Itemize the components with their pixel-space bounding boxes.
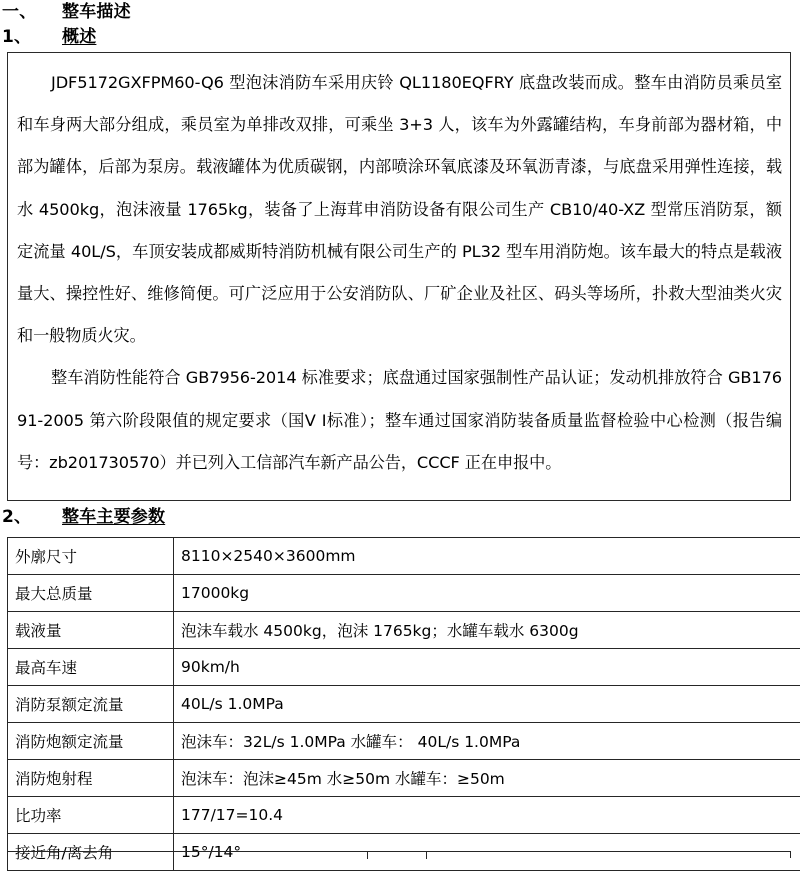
- overview-paragraph-1: JDF5172GXFPM60-Q6 型泡沫消防车采用庆铃 QL1180EQFRY 底盘改装而成。整车由消防员乘员室和车身两大部分组成，乘员室为单排改双排，可乘坐 3+3 人，该车为外露罐结构，车身前部为器材箱，中部为罐体，后部为泵房。载液罐体为优质碳钢，内部喷涂环氧底漆及环氧沥青漆，与底盘采用弹性连接，载水 4500kg，泡沫液量 1765kg，装备了上海茸申消防设备有限公司生产 CB10/40-XZ 型常压消防泵，额定流量 40L/S，车顶安装成都威斯特消防机械有限公司生产的 PL32 型车用消防炮。该车最大的特点是载液量大、操控性好、维修简便。可广泛应用于公安消防队、厂矿企业及社区、码头等场所，扑救大型油类火灾和一般物质火灾。: [17, 62, 782, 357]
- parameters-heading-text: 整车主要参数: [62, 505, 165, 530]
- parameters-table-body: [8, 538, 800, 871]
- table-row: [8, 760, 800, 797]
- parameter-label: 消防泵额定流量: [8, 686, 174, 723]
- parameter-label: 最高车速: [8, 649, 174, 686]
- parameters-heading-number: 2、: [0, 505, 62, 530]
- parameter-value: 泡沫车：32L/s 1.0MPa 水罐车： 40L/s 1.0MPa: [174, 723, 800, 760]
- truncated-next-row: [7, 851, 791, 858]
- table-row: [8, 649, 800, 686]
- parameter-label: 外廓尺寸: [8, 538, 174, 575]
- table-row: [8, 686, 800, 723]
- parameter-label: 消防炮额定流量: [8, 723, 174, 760]
- parameter-label: 接近角/离去角: [8, 834, 174, 871]
- parameter-label: 消防炮射程: [8, 760, 174, 797]
- table-row: [8, 575, 800, 612]
- section-heading-number: 一、: [0, 0, 62, 25]
- parameter-value: 8110×2540×3600mm: [174, 538, 800, 575]
- parameter-value: 15°/14°: [174, 834, 800, 871]
- table-row: [8, 612, 800, 649]
- table-row: [8, 538, 800, 575]
- section-heading: [0, 0, 131, 25]
- overview-text-box: [7, 52, 791, 501]
- parameter-label: 比功率: [8, 797, 174, 834]
- parameter-value: 90km/h: [174, 649, 800, 686]
- parameter-value: 40L/s 1.0MPa: [174, 686, 800, 723]
- parameter-value: 泡沫车载水 4500kg，泡沫 1765kg；水罐车载水 6300g: [174, 612, 800, 649]
- section-heading-text: 整车描述: [62, 0, 131, 25]
- parameter-label: 最大总质量: [8, 575, 174, 612]
- parameter-value: 17000kg: [174, 575, 800, 612]
- subsection-heading: [0, 25, 96, 50]
- subsection-heading-text: 概述: [62, 25, 96, 50]
- table-row: [8, 723, 800, 760]
- parameter-value: 泡沫车：泡沫≥45m 水≥50m 水罐车：≥50m: [174, 760, 800, 797]
- subsection-heading-number: 1、: [0, 25, 62, 50]
- vehicle-parameters-table: [7, 537, 800, 871]
- parameters-heading: [0, 505, 165, 530]
- parameter-label: 载液量: [8, 612, 174, 649]
- overview-paragraph-2: 整车消防性能符合 GB7956-2014 标准要求；底盘通过国家强制性产品认证；发动机排放符合 GB17691-2005 第六阶段限值的规定要求（国Ⅴ Ⅰ标准）；整车通过国家消防装备质量监督检验中心检测（报告编号：zb201730570）并已列入工信部汽车新产品公告，CCCF 正在申报中。: [17, 357, 782, 484]
- parameter-value: 177/17=10.4: [174, 797, 800, 834]
- table-row: [8, 797, 800, 834]
